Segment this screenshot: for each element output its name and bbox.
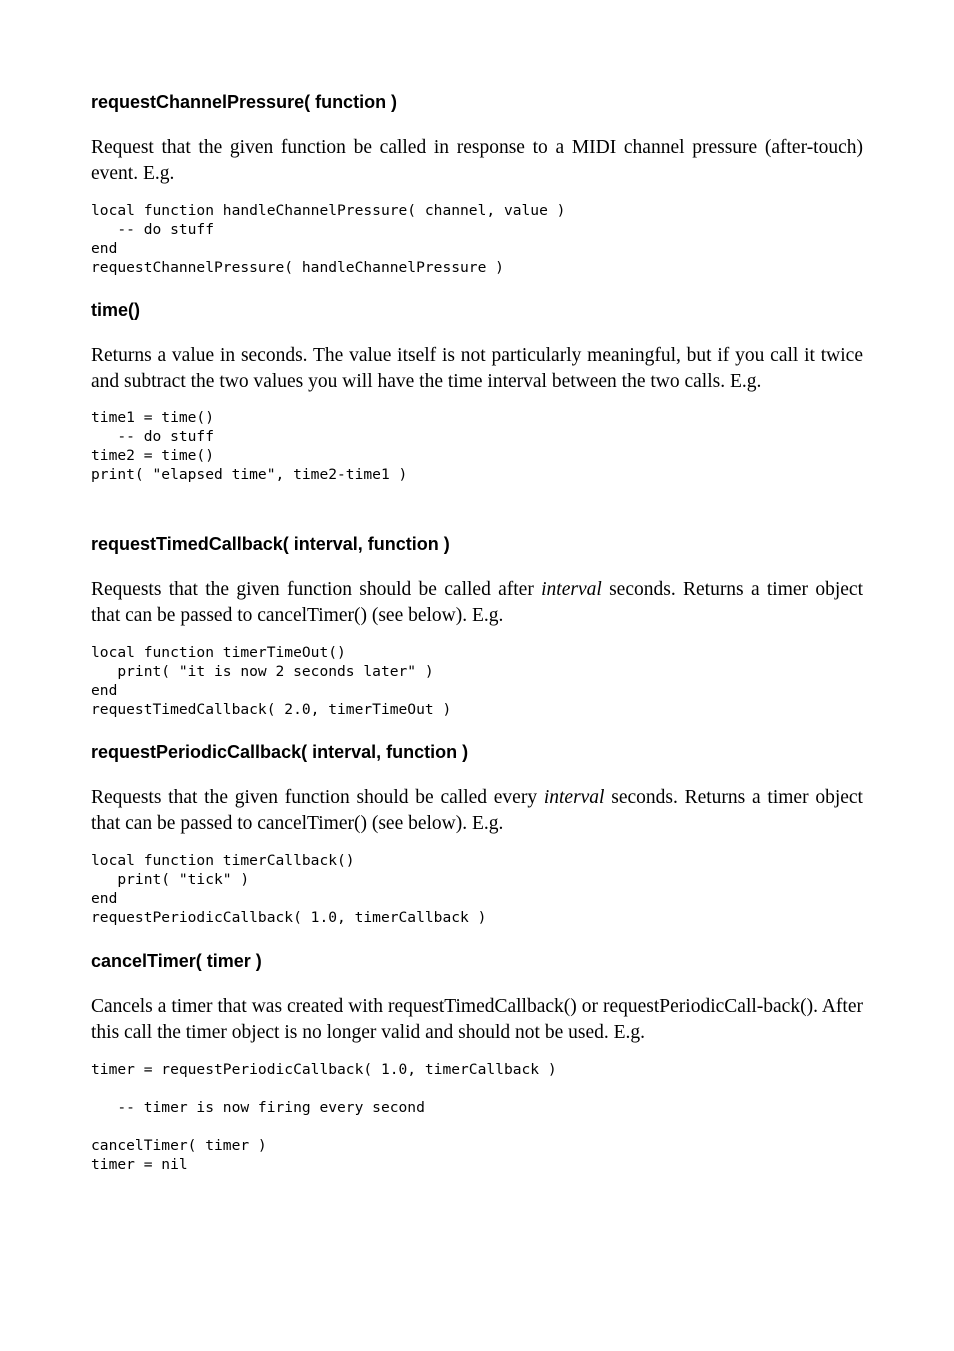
description-text: Requests that the given function should be called after	[91, 579, 542, 600]
code-example: local function timerCallback() print( "tick" ) end requestPeriodicCallback( 1.0, timerCallback )	[91, 852, 487, 927]
section-time	[91, 299, 863, 484]
code-example: time1 = time() -- do stuff time2 = time() print( "elapsed time", time2-time1 )	[91, 409, 408, 484]
description-emphasis: interval	[543, 787, 605, 808]
code-example: local function timerTimeOut() print( "it is now 2 seconds later" ) end requestTimedCallback( 2.0, timerTimeOut )	[91, 644, 452, 719]
description-text: Requests that the given function should be called every	[91, 787, 544, 808]
section-description	[91, 577, 863, 629]
description-text: seconds. Returns a timer object that can be passed to cancelTimer() (see below). E.g.	[91, 579, 863, 626]
section-heading: requestPeriodicCallback( interval, function )	[91, 742, 469, 762]
section-description: Request that the given function be called in response to a MIDI channel pressure (after-touch) event. E.g.	[91, 137, 863, 184]
section-description: Cancels a timer that was created with requestTimedCallback() or requestPeriodicCall-back(). After this call the timer object is no longer valid and should not be used. E.g.	[91, 996, 863, 1043]
section-request-periodic-callback	[91, 741, 863, 927]
section-description	[91, 785, 863, 837]
section-cancel-timer	[91, 950, 863, 1175]
description-text: seconds. Returns a timer object that can be passed to cancelTimer() (see below). E.g.	[91, 787, 863, 834]
section-heading: requestChannelPressure( function )	[91, 92, 398, 112]
section-heading: requestTimedCallback( interval, function )	[91, 534, 450, 554]
description-emphasis: interval	[541, 579, 602, 600]
section-description: Returns a value in seconds. The value itself is not particularly meaningful, but if you call it twice and subtract the two values you will have the time interval between the two calls. E.g.	[91, 345, 863, 392]
code-example: local function handleChannelPressure( channel, value ) -- do stuff end requestChannelPressure( handleChannelPressure )	[91, 202, 566, 277]
section-request-timed-callback	[91, 533, 863, 719]
section-heading: time()	[91, 300, 140, 320]
section-heading: cancelTimer( timer )	[91, 951, 262, 971]
code-example: timer = requestPeriodicCallback( 1.0, timerCallback ) -- timer is now firing every second cancelTimer( timer ) timer = nil	[91, 1061, 557, 1174]
section-request-channel-pressure	[91, 91, 863, 277]
